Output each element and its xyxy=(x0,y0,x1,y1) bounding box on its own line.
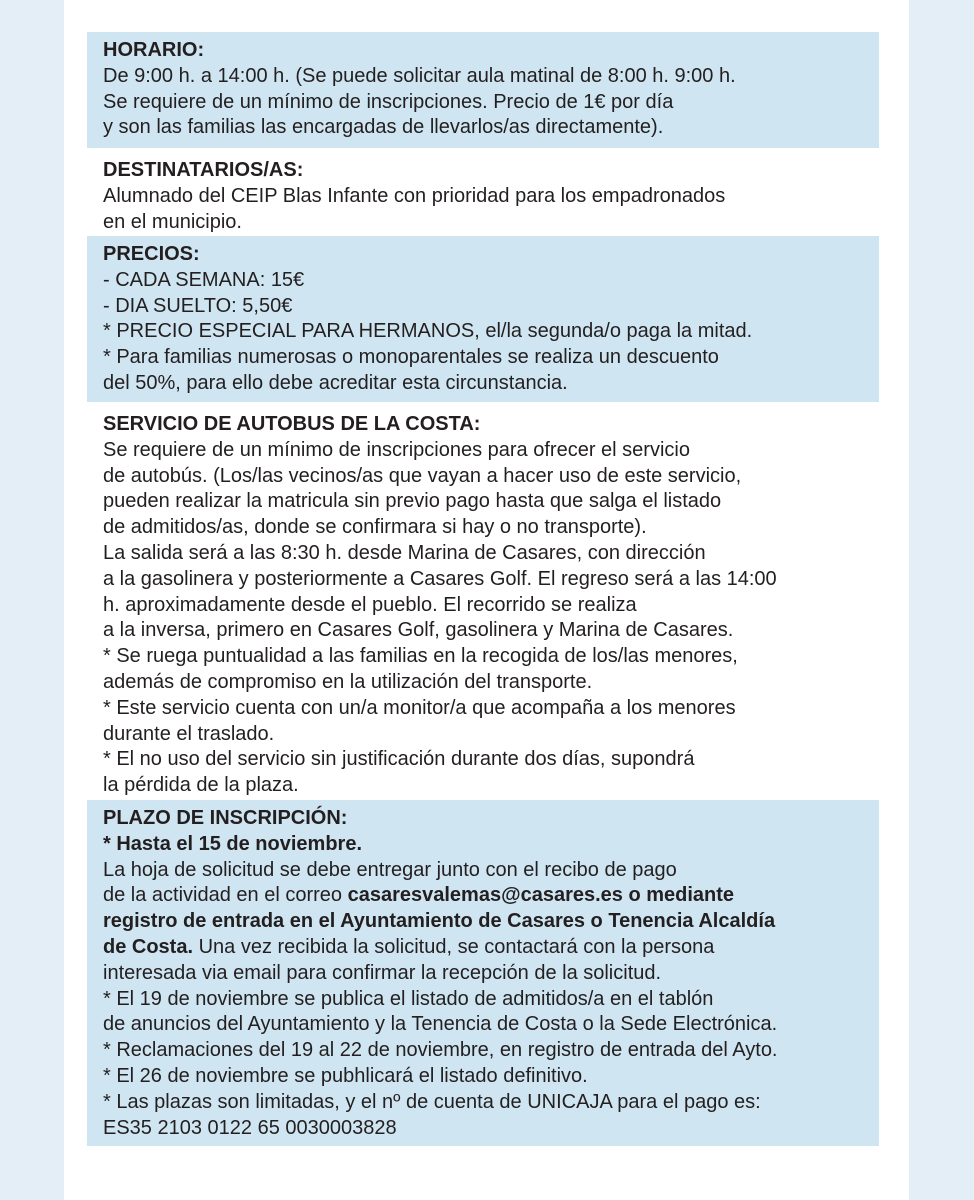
plazo-bold-text: de Costa. xyxy=(103,935,194,958)
plazo-line: La hoja de solicitud se debe entregar junto con el recibo de pago xyxy=(103,858,677,881)
precios-section xyxy=(87,236,879,402)
plazo-line: * Reclamaciones del 19 al 22 de noviembre, en registro de entrada del Ayto. xyxy=(103,1039,778,1062)
precios-line: del 50%, para ello debe acreditar esta circunstancia. xyxy=(103,371,568,394)
destinatarios-section xyxy=(87,152,879,234)
autobus-line: durante el traslado. xyxy=(103,722,275,745)
autobus-line: además de compromiso en la utilización del transporte. xyxy=(103,670,593,693)
autobus-line: a la inversa, primero en Casares Golf, gasolinera y Marina de Casares. xyxy=(103,619,734,642)
plazo-line: registro de entrada en el Ayuntamiento de Casares o Tenencia Alcaldía xyxy=(103,910,776,933)
plazo-line: * El 19 de noviembre se publica el listado de admitidos/a en el tablón xyxy=(103,987,714,1010)
plazo-text: Una vez recibida la solicitud, se contactará con la persona xyxy=(193,935,715,958)
horario-line: Se requiere de un mínimo de inscripciones. Precio de 1€ por día xyxy=(103,90,674,113)
autobus-line: de admitidos/as, donde se confirmara si hay o no transporte). xyxy=(103,516,647,539)
autobus-line: de autobús. (Los/las vecinos/as que vayan a hacer uso de este servicio, xyxy=(103,464,742,487)
destinatarios-title: DESTINATARIOS/AS: xyxy=(103,159,304,181)
precios-line: * PRECIO ESPECIAL PARA HERMANOS, el/la segunda/o paga la mitad. xyxy=(103,320,753,343)
autobus-line: * Este servicio cuenta con un/a monitor/a que acompaña a los menores xyxy=(103,696,736,719)
plazo-deadline: * Hasta el 15 de noviembre. xyxy=(103,832,363,855)
plazo-line xyxy=(103,935,879,961)
plazo-line xyxy=(103,883,879,909)
plazo-line: de anuncios del Ayuntamiento y la Tenencia de Costa o la Sede Electrónica. xyxy=(103,1013,778,1036)
precios-title: PRECIOS: xyxy=(103,243,200,265)
plazo-text: de la actividad en el correo xyxy=(103,884,348,907)
precios-line: - CADA SEMANA: 15€ xyxy=(103,268,305,291)
horario-line: y son las familias las encargadas de llevarlos/as directamente). xyxy=(103,116,664,139)
horario-title: HORARIO: xyxy=(103,39,205,61)
plazo-section xyxy=(87,800,879,1146)
autobus-title: SERVICIO DE AUTOBUS DE LA COSTA: xyxy=(103,413,481,435)
destinatarios-line: en el municipio. xyxy=(103,210,242,233)
email-address-text: casaresvalemas@casares.es o mediante xyxy=(347,884,735,907)
precios-line: * Para familias numerosas o monoparentales se realiza un descuento xyxy=(103,346,719,369)
plazo-line: interesada via email para confirmar la recepción de la solicitud. xyxy=(103,961,662,984)
horario-section xyxy=(87,32,879,148)
autobus-line: pueden realizar la matricula sin previo pago hasta que salga el listado xyxy=(103,490,722,513)
autobus-line: * El no uso del servicio sin justificación durante dos días, supondrá xyxy=(103,748,695,771)
autobus-line: a la gasolinera y posteriormente a Casares Golf. El regreso será a las 14:00 xyxy=(103,567,777,590)
plazo-line: * Las plazas son limitadas, y el nº de cuenta de UNICAJA para el pago es: xyxy=(103,1090,761,1113)
destinatarios-line: Alumnado del CEIP Blas Infante con prioridad para los empadronados xyxy=(103,184,726,207)
account-number: ES35 2103 0122 65 0030003828 xyxy=(103,1116,397,1139)
autobus-line: h. aproximadamente desde el pueblo. El recorrido se realiza xyxy=(103,593,637,616)
autobus-line: La salida será a las 8:30 h. desde Marina de Casares, con dirección xyxy=(103,541,706,564)
horario-line: De 9:00 h. a 14:00 h. (Se puede solicitar aula matinal de 8:00 h. 9:00 h. xyxy=(103,64,736,87)
plazo-line: * El 26 de noviembre se pubhlicará el listado definitivo. xyxy=(103,1064,588,1087)
autobus-section xyxy=(87,406,879,798)
plazo-title: PLAZO DE INSCRIPCIÓN: xyxy=(103,807,348,829)
autobus-line: Se requiere de un mínimo de inscripciones para ofrecer el servicio xyxy=(103,438,690,461)
autobus-line: la pérdida de la plaza. xyxy=(103,774,299,797)
autobus-line: * Se ruega puntualidad a las familias en la recogida de los/las menores, xyxy=(103,645,738,668)
precios-line: - DIA SUELTO: 5,50€ xyxy=(103,294,293,317)
